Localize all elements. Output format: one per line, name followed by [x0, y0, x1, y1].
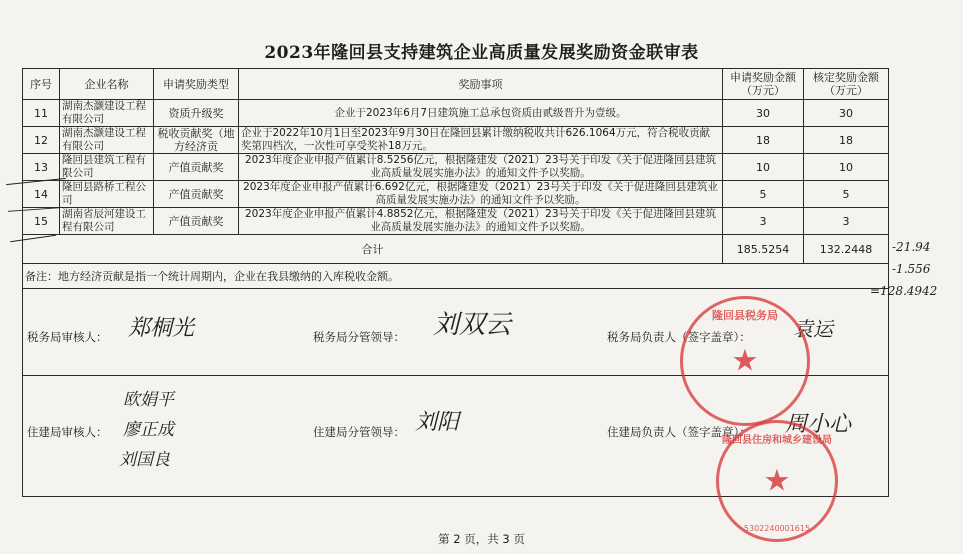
margin-note-1: -21.94	[892, 240, 931, 254]
housing-reviewer-signature-3: 刘国良	[119, 450, 170, 470]
row-type: 税收贡献奖（地方经济贡	[154, 127, 239, 154]
row-type: 产值贡献奖	[154, 154, 239, 181]
row-approved: 3	[804, 208, 889, 235]
housing-head-signature: 周小心	[785, 412, 852, 437]
table-row	[23, 208, 889, 235]
row-applied: 10	[723, 154, 804, 181]
housing-reviewer-label: 住建局审核人：	[27, 425, 108, 439]
tax-stamp-text: 隆回县税务局	[712, 309, 778, 322]
total-applied: 185.5254	[723, 235, 804, 264]
row-applied: 18	[723, 127, 804, 154]
row-approved: 10	[804, 154, 889, 181]
star-icon: ★	[763, 463, 791, 499]
housing-leader-signature: 刘阳	[415, 410, 460, 435]
table-row	[23, 154, 889, 181]
row-company: 湖南省辰河建设工程有限公司	[60, 208, 154, 235]
margin-note-3: =128.4942	[870, 284, 938, 298]
row-no: 15	[23, 208, 60, 235]
table-row	[23, 181, 889, 208]
row-company: 湖南杰灏建设工程有限公司	[60, 127, 154, 154]
tax-leader-signature: 刘双云	[433, 310, 512, 340]
row-no: 11	[23, 100, 60, 127]
row-type: 产值贡献奖	[154, 181, 239, 208]
star-icon: ★	[731, 343, 759, 379]
row-applied: 30	[723, 100, 804, 127]
total-approved: 132.2448	[804, 235, 889, 264]
housing-bureau-stamp	[716, 420, 838, 542]
row-matter: 2023年度企业申报产值累计4.8852亿元，根据隆建发（2021）23号关于印发《关于促进隆回县建筑业高质量发展实施办法》的通知文件予以奖励。	[239, 208, 723, 235]
note-row	[23, 264, 889, 289]
tax-bureau-stamp	[680, 296, 810, 426]
header-company: 企业名称	[60, 69, 154, 100]
margin-note-2: -1.556	[892, 262, 931, 276]
header-approved: 核定奖励金额（万元）	[804, 69, 889, 100]
row-company: 隆回县建筑工程有限公司	[60, 154, 154, 181]
tax-leader-label: 税务局分管领导：	[313, 330, 405, 344]
row-company: 湖南杰灏建设工程有限公司	[60, 100, 154, 127]
page-number: 第 2 页，共 3 页	[438, 532, 525, 546]
tax-head-label: 税务局负责人（签字盖章）：	[607, 330, 751, 344]
housing-head-label: 住建局负责人（签字盖章）：	[607, 425, 751, 439]
housing-leader-label: 住建局分管领导：	[313, 425, 405, 439]
row-approved: 30	[804, 100, 889, 127]
row-no: 12	[23, 127, 60, 154]
row-applied: 5	[723, 181, 804, 208]
header-no: 序号	[23, 69, 60, 100]
header-type: 申请奖励类型	[154, 69, 239, 100]
housing-reviewer-signature-2: 廖正成	[123, 420, 174, 440]
row-approved: 5	[804, 181, 889, 208]
row-no: 13	[23, 154, 60, 181]
table-row	[23, 100, 889, 127]
page-title: 2023年隆回县支持建筑企业高质量发展奖励资金联审表	[264, 43, 699, 63]
row-approved: 18	[804, 127, 889, 154]
row-no: 14	[23, 181, 60, 208]
header-matter: 奖励事项	[239, 69, 723, 100]
tax-reviewer-signature: 郑桐光	[128, 316, 195, 341]
row-company: 隆回县路桥工程公司	[60, 181, 154, 208]
header-row	[23, 69, 889, 100]
row-matter: 2023年度企业申报产值累计8.5256亿元，根据隆建发（2021）23号关于印发《关于促进隆回县建筑业高质量发展实施办法》的通知文件予以奖励。	[239, 154, 723, 181]
housing-reviewer-signature-1: 欧娟平	[123, 390, 174, 410]
row-matter: 2023年度企业申报产值累计6.692亿元，根据隆建发（2021）23号关于印发《关于促进隆回县建筑业高质量发展实施办法》的通知文件予以奖励。	[239, 181, 723, 208]
row-type: 产值贡献奖	[154, 208, 239, 235]
tax-head-signature: 袁运	[793, 317, 833, 341]
table-row	[23, 127, 889, 154]
total-row	[23, 235, 889, 264]
housing-stamp-text: 隆回县住房和城乡建设局	[722, 435, 832, 446]
row-applied: 3	[723, 208, 804, 235]
total-label: 合计	[23, 235, 723, 264]
header-applied: 申请奖励金额（万元）	[723, 69, 804, 100]
remark-text: 备注：地方经济贡献是指一个统计周期内，企业在我县缴纳的入库税收金额。	[23, 264, 889, 289]
row-matter: 企业于2022年10月1日至2023年9月30日在隆回县累计缴纳税收共计626.1064万元，符合税收贡献奖第四档次，一次性可享受奖补18万元。	[239, 127, 723, 154]
row-matter: 企业于2023年6月7日建筑施工总承包资质由贰级晋升为壹级。	[239, 100, 723, 127]
row-type: 资质升级奖	[154, 100, 239, 127]
housing-stamp-code: 5302240001615	[743, 524, 811, 533]
tax-reviewer-label: 税务局审核人：	[27, 330, 108, 344]
